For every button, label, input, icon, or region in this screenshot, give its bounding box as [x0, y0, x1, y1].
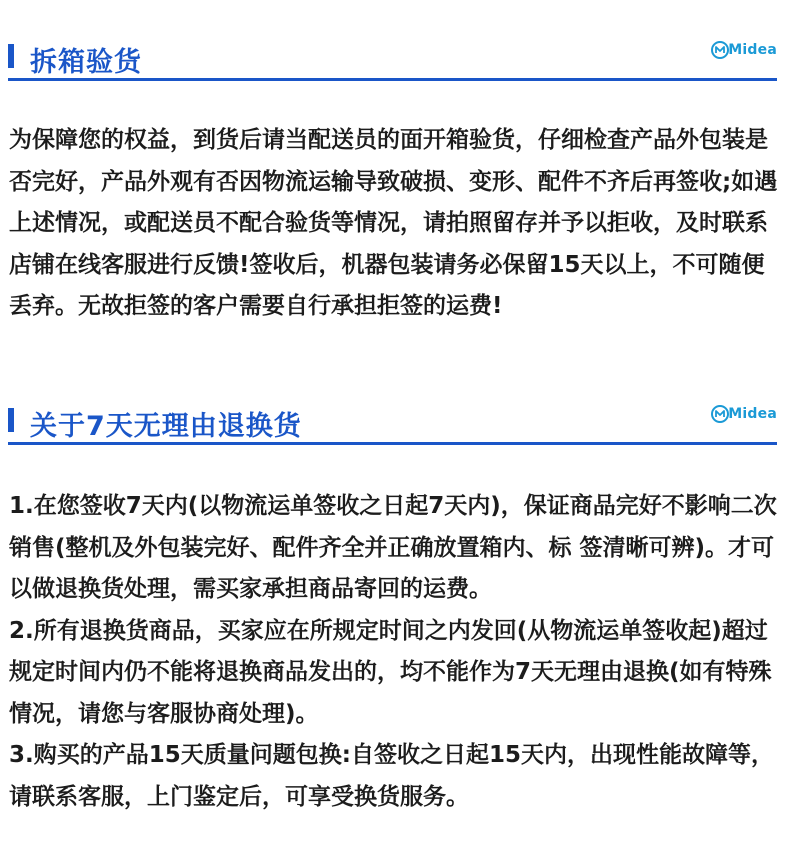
- unboxing-paragraph: 为保障您的权益，到货后请当配送员的面开箱验货，仔细检查产品外包装是否完好，产品外观有否因物流运输导致破损、变形、配件不齐后再签收;如遇上述情况，或配送员不配合验货等情况，请拍照留存并予以拒收，及时联系店铺在线客服进行反馈!签收后，机器包装请务必保留15天以上，不可随便丢弃。无故拒签的客户需要自行承担拒签的运费!: [9, 127, 778, 319]
- midea-logo-icon: [710, 40, 730, 60]
- section-marker-bar: [8, 408, 14, 432]
- midea-logo-text: Midea: [728, 406, 777, 422]
- section-title-unboxing: 拆箱验货: [30, 47, 142, 78]
- policy-item-2: 2.所有退换货商品，买家应在所规定时间之内发回(从物流运单签收起)超过规定时间内仍不能将退换商品发出的，均不能作为7天无理由退换(如有特殊情况，请您与客服协商处理)。: [9, 617, 772, 727]
- section-title-returns: 关于7天无理由退换货: [30, 411, 302, 442]
- midea-logo: [710, 402, 777, 426]
- policy-item-1: 1.在您签收7天内(以物流运单签收之日起7天内)，保证商品完好不影响二次销售(整机及外包装完好、配件齐全并正确放置箱内、标 签清晰可辨)。才可以做退换货处理，需买家承担商品寄回的运费。: [9, 493, 777, 602]
- midea-logo-text: Midea: [728, 42, 777, 58]
- returns-policy-list: [9, 486, 781, 818]
- policy-item-3: 3.购买的产品15天质量问题包换:自签收之日起15天内，出现性能故障等，请联系客服，上门鉴定后，可享受换货服务。: [9, 742, 774, 810]
- midea-logo-icon: [710, 404, 730, 424]
- section-marker-bar: [8, 44, 14, 68]
- section-header-unboxing: [8, 38, 777, 81]
- midea-logo: [710, 38, 777, 62]
- section-header-returns: [8, 402, 777, 445]
